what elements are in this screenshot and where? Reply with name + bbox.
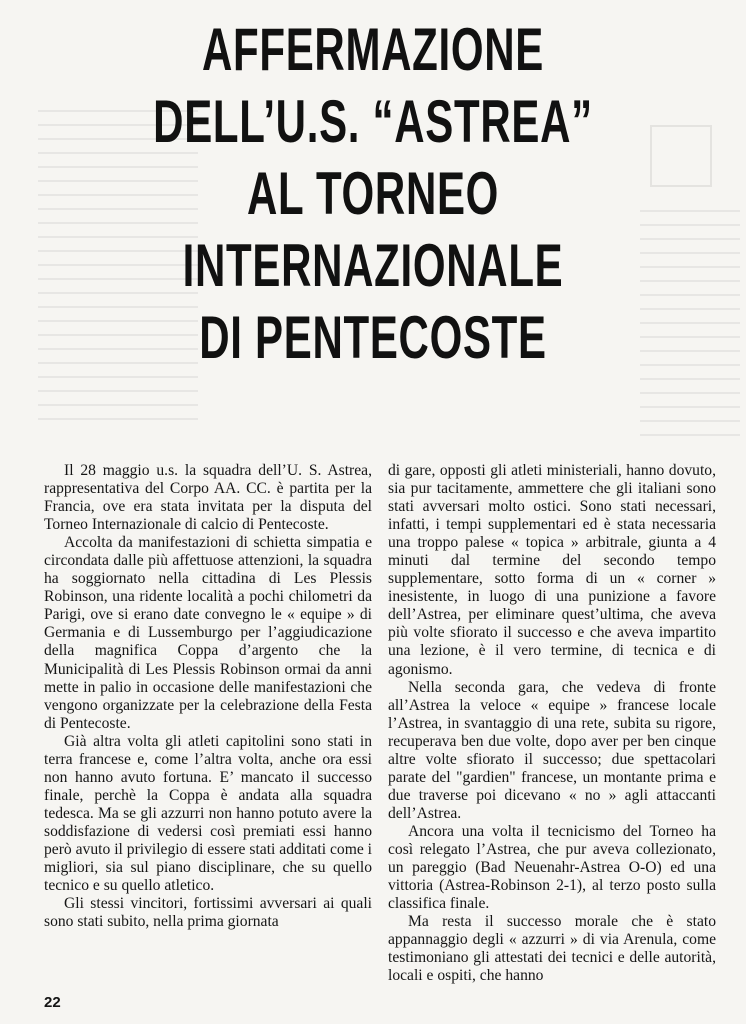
- paragraph: Il 28 maggio u.s. la squadra dell’U. S. Astrea, rappresentativa del Corpo AA. CC. è partita per la Francia, ove era stata invitata per la disputa del Torneo Internazionale di calcio di Pentecoste.: [44, 462, 372, 534]
- headline-line: DI PENTECOSTE: [199, 304, 547, 371]
- paragraph: Accolta da manifestazioni di schietta simpatia e circondata dalle più affettuose attenzioni, la squadra ha soggiornato nella cittadina di Les Plessis Robinson, una ridente località a pochi chilometri da Parigi, ove si erano date convegno le « equipe » di Germania e di Lussemburgo per l’aggiudicazione della magnifica Coppa d’argento che la Municipalità di Les Plessis Robinson ormai da anni mette in palio in occasione delle manifestazioni che vengono organizzate per la celebrazione della Festa di Pentecoste.: [44, 534, 372, 732]
- article-headline: [112, 14, 634, 374]
- headline-line: INTERNAZIONALE: [182, 232, 564, 299]
- article-column-left: [44, 462, 372, 931]
- paragraph: Ancora una volta il tecnicismo del Torneo ha così relegato l’Astrea, che pur aveva collezionato, un pareggio (Bad Neuenahr-Astrea O-O) ed una vittoria (Astrea-Robinson 2-1), al terzo posto sulla classifica finale.: [388, 822, 716, 913]
- paragraph: Nella seconda gara, che vedeva di fronte all’Astrea la veloce « equipe » francese locale l’Astrea, in svantaggio di una rete, subita su rigore, recuperava ben due volte, dopo aver per ben cinque altre volte sfiorato il successo; due spettacolari parate del "gardien" francese, un montante prima e due traverse poi dicevano « no » agli attaccanti dell’Astrea.: [388, 678, 716, 822]
- paragraph: Ma resta il successo morale che è stato appannaggio degli « azzurri » di via Arenula, come testimoniano gli attestati dei tecnici e delle autorità, locali e ospiti, che hanno: [388, 913, 716, 985]
- page-number: 22: [44, 994, 61, 1011]
- headline-line: AL TORNEO: [246, 160, 500, 227]
- headline-line: DELL’U.S. “ASTREA”: [153, 88, 593, 155]
- paragraph: di gare, opposti gli atleti ministeriali, hanno dovuto, sia pur tacitamente, ammettere che gli italiani sono stati avversari molto ostici. Sono stati necessari, infatti, i tempi supplementari ed è stata necessaria una troppo palese « topica » arbitrale, giunta a 4 minuti dal termine del secondo tempo supplementare, sotto forma di un « corner » inesistente, in luogo di una punizione a favore dell’Astrea, per eliminare quest’ultima, che aveva più volte sfiorato il successo e che aveva impartito una lezione, è il vero termine, di tecnica e di agonismo.: [388, 462, 716, 678]
- paragraph: Gli stessi vincitori, fortissimi avversari ai quali sono stati subito, nella prima giornata: [44, 895, 372, 931]
- paragraph: Già altra volta gli atleti capitolini sono stati in terra francese e, come l’altra volta, anche ora essi non hanno avuto fortuna. E’ mancato il successo finale, perchè la Coppa è andata alla squadra tedesca. Ma se gli azzurri non hanno potuto avere la soddisfazione di vedersi così premiati essi hanno però avuto il privilegio di essere stati additati come i migliori, sia sul piano disciplinare, che su quello tecnico e su quello atletico.: [44, 732, 372, 895]
- headline-line: AFFERMAZIONE: [201, 16, 545, 83]
- article-column-right: [388, 462, 716, 985]
- bleed-through-texture: [640, 210, 740, 440]
- bleed-through-box: [650, 125, 712, 187]
